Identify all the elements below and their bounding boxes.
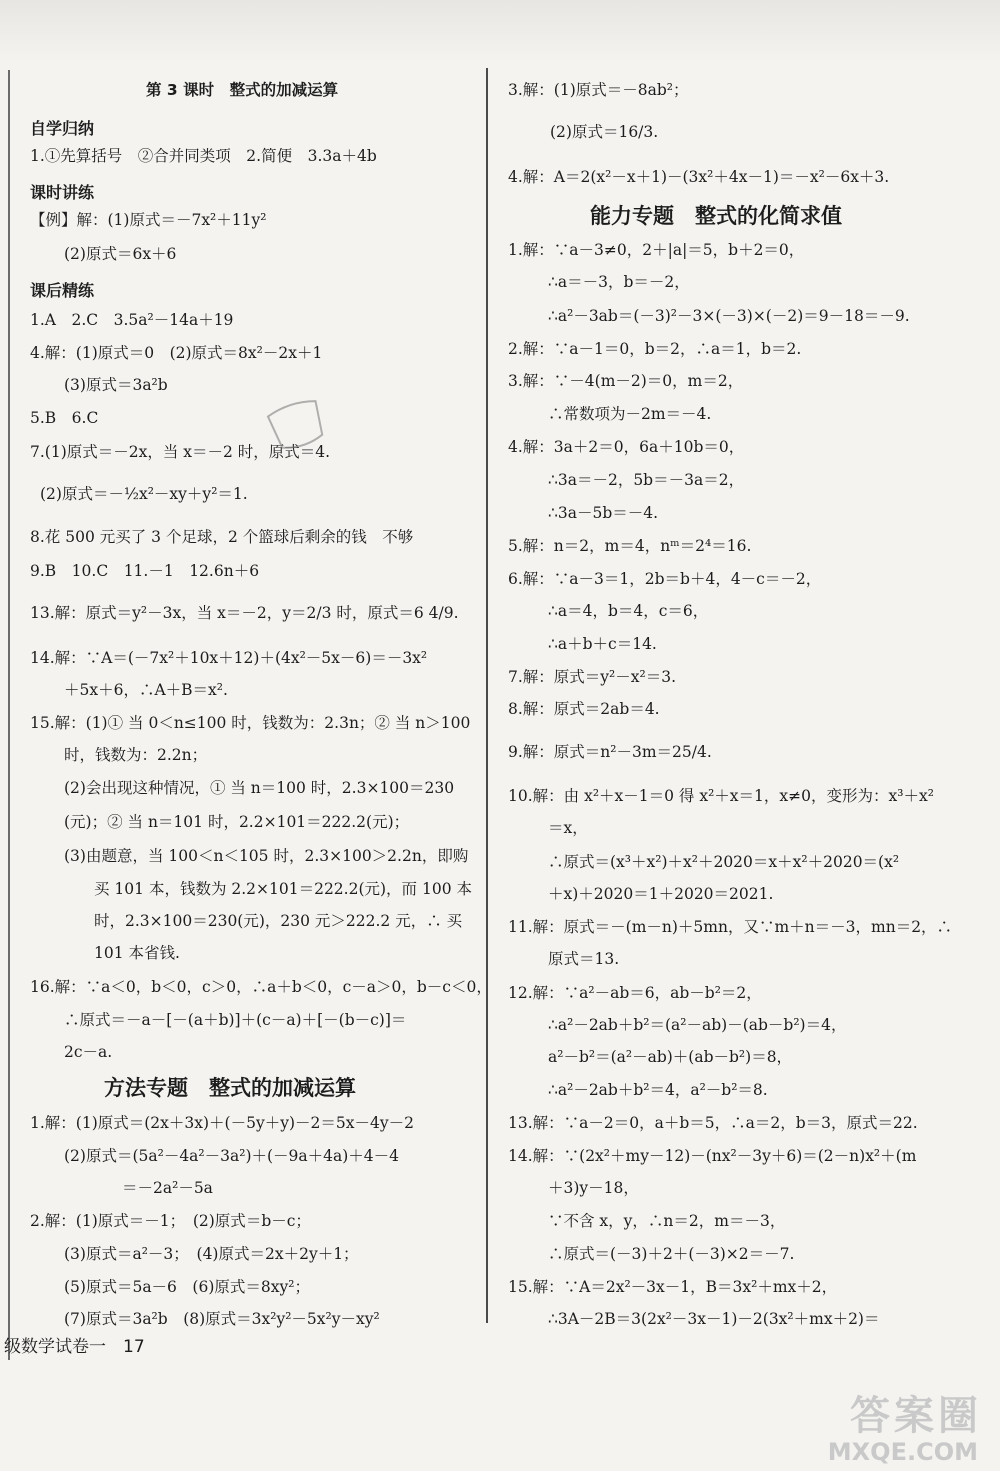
answer-line: 10.解：由 x²＋x－1＝0 得 x²＋x＝1，x≠0，变形为：x³＋x² bbox=[508, 787, 934, 805]
answer-line: 13.解：原式＝y²－3x，当 x＝－2，y＝2/3 时，原式＝6 4/9. bbox=[30, 604, 459, 622]
answer-line: 时，2.3×100＝230(元)，230 元＞222.2 元，∴ 买 bbox=[94, 912, 463, 930]
answer-line: 2.解：∵a－1＝0，b＝2，∴a＝1，b＝2. bbox=[508, 340, 802, 358]
answer-line: 4.解：A＝2(x²－x＋1)－(3x²＋4x－1)＝－x²－6x＋3. bbox=[508, 168, 890, 186]
answer-line: (2)原式＝16/3. bbox=[550, 123, 659, 141]
answer-line: 5.B 6.C bbox=[30, 409, 99, 427]
answer-line: ∴3A－2B＝3(2x²－3x－1)－2(3x²＋mx＋2)＝ bbox=[548, 1310, 880, 1328]
watermark-logo bbox=[792, 1384, 982, 1466]
answer-line: ∴a＋b＋c＝14. bbox=[548, 635, 657, 653]
answer-line: 4.解：(1)原式＝0 (2)原式＝8x²－2x＋1 bbox=[30, 344, 323, 362]
answer-line: 13.解：∵a－2＝0，a＋b＝5，∴a＝2，b＝3，原式＝22. bbox=[508, 1114, 918, 1132]
answer-line: 6.解：∵a－3＝1，2b＝b＋4，4－c＝－2， bbox=[508, 570, 822, 588]
answer-line: 8.解：原式＝2ab＝4. bbox=[508, 700, 660, 718]
ability-section-title: 能力专题 整式的化简求值 bbox=[590, 204, 842, 228]
answer-line: ∴原式＝(x³＋x²)＋x²＋2020＝x＋x²＋2020＝(x² bbox=[548, 853, 900, 871]
self-study-heading: 自学归纳 bbox=[30, 119, 95, 138]
answer-line: 4.解：3a＋2＝0，6a＋10b＝0， bbox=[508, 438, 745, 456]
lesson-title: 第 3 课时 整式的加减运算 bbox=[146, 81, 339, 99]
method-line: ＝－2a²－5a bbox=[122, 1179, 213, 1197]
answer-line: (3)原式＝3a²b bbox=[64, 376, 168, 394]
answer-line: 1.A 2.C 3.5a²－14a＋19 bbox=[30, 311, 234, 329]
answer-line: (元)；② 当 n＝101 时，2.2×101＝222.2(元)； bbox=[64, 813, 410, 831]
method-line: (3)原式＝a²－3； (4)原式＝2x＋2y＋1； bbox=[64, 1245, 359, 1263]
column-divider bbox=[486, 68, 488, 1323]
answer-line: 3.解：∵－4(m－2)＝0，m＝2， bbox=[508, 372, 744, 390]
answer-line: 9.解：原式＝n²－3m＝25/4. bbox=[508, 743, 712, 761]
method-section-title: 方法专题 整式的加减运算 bbox=[104, 1076, 356, 1100]
answer-line: 101 本省钱. bbox=[94, 944, 180, 962]
answer-line: ＋x)＋2020＝1＋2020＝2021. bbox=[548, 885, 774, 903]
answer-line: 15.解：(1)① 当 0＜n≤100 时，钱数为：2.3n；② 当 n＞100 bbox=[30, 714, 471, 732]
answer-line: 8.花 500 元买了 3 个足球，2 个篮球后剩余的钱 不够 bbox=[30, 528, 414, 546]
answer-line: 12.解：∵a²－ab＝6，ab－b²＝2， bbox=[508, 984, 762, 1002]
answer-line: (2)会出现这种情况，① 当 n＝100 时，2.3×100＝230 bbox=[64, 779, 455, 797]
scan-top-band bbox=[0, 0, 1000, 62]
practice-heading: 课后精练 bbox=[30, 281, 95, 300]
answer-line: ∴原式＝(－3)＋2＋(－3)×2＝－7. bbox=[548, 1245, 795, 1263]
answer-line: ∴原式＝－a－[－(a＋b)]＋(c－a)＋[－(b－c)]＝ bbox=[64, 1011, 407, 1029]
example-line: 【例】解：(1)原式＝－7x²＋11y² bbox=[30, 211, 267, 229]
lecture-heading: 课时讲练 bbox=[30, 183, 95, 202]
method-line: (5)原式＝5a－6 (6)原式＝8xy²； bbox=[64, 1278, 310, 1296]
method-line: 1.解：(1)原式＝(2x＋3x)＋(－5y＋y)－2＝5x－4y－2 bbox=[30, 1114, 414, 1132]
answer-line: 7.解：原式＝y²－x²＝3. bbox=[508, 668, 677, 686]
answer-line: 买 101 本，钱数为 2.2×101＝222.2(元)，而 100 本 bbox=[94, 880, 472, 898]
answer-line: ∴3a－5b＝－4. bbox=[548, 504, 659, 522]
answer-line: (3)由题意，当 100＜n＜105 时，2.3×100＞2.2n，即购 bbox=[64, 847, 469, 865]
answer-line: ∴a＝－3，b＝－2， bbox=[548, 273, 690, 291]
answer-line: (2)原式＝－½x²－xy＋y²＝1. bbox=[40, 485, 248, 503]
answer-line: ＋3)y－18， bbox=[548, 1179, 639, 1197]
answer-line: 15.解：∵A＝2x²－3x－1，B＝3x²＋mx＋2， bbox=[508, 1278, 838, 1296]
method-line: (2)原式＝(5a²－4a²－3a²)＋(－9a＋4a)＋4－4 bbox=[64, 1147, 400, 1165]
answer-line: 16.解：∵a＜0，b＜0，c＞0，∴a＋b＜0，c－a＞0，b－c＜0， bbox=[30, 978, 492, 996]
answer-line: ∴a＝4，b＝4，c＝6， bbox=[548, 602, 709, 620]
answer-line: 9.B 10.C 11.－1 12.6n＋6 bbox=[30, 562, 260, 580]
answer-line: ∴a²－2ab＋b²＝(a²－ab)－(ab－b²)＝4， bbox=[548, 1016, 847, 1034]
answer-line: ∴a²－3ab＝(－3)²－3×(－3)×(－2)＝9－18＝－9. bbox=[548, 307, 910, 325]
page-footer: 级数学试卷一 17 bbox=[4, 1337, 145, 1357]
method-line: (7)原式＝3a²b (8)原式＝3x²y²－5x²y－xy² bbox=[64, 1310, 380, 1328]
answer-line: ∵不含 x，y，∴n＝2，m＝－3， bbox=[548, 1212, 786, 1230]
answer-line: 1.解：∵a－3≠0，2＋|a|＝5，b＋2＝0， bbox=[508, 241, 805, 259]
answer-line: ∴常数项为－2m＝－4. bbox=[548, 405, 712, 423]
watermark-top-text: 答案圈 bbox=[850, 1393, 982, 1439]
answer-line: 3.解：(1)原式＝－8ab²； bbox=[508, 81, 689, 99]
watermark-bottom-text: MXQE.COM bbox=[827, 1438, 978, 1466]
answer-line: ＝x， bbox=[548, 819, 588, 837]
answer-line: ∴3a＝－2，5b＝－3a＝2， bbox=[548, 471, 745, 489]
answer-line: 7.(1)原式＝－2x，当 x＝－2 时，原式＝4. bbox=[30, 443, 331, 461]
answer-line: 14.解：∵A＝(－7x²＋10x＋12)＋(4x²－5x－6)＝－3x² bbox=[30, 649, 428, 667]
answer-line: 14.解：∵(2x²＋my－12)－(nx²－3y＋6)＝(2－n)x²＋(m bbox=[508, 1147, 917, 1165]
answer-line: ∴a²－2ab＋b²＝4，a²－b²＝8. bbox=[548, 1081, 768, 1099]
answer-line: 时，钱数为：2.2n； bbox=[64, 746, 208, 764]
answer-line: 11.解：原式＝－(m－n)＋5mn，又∵m＋n＝－3，mn＝2，∴ bbox=[508, 918, 953, 936]
example-line: (2)原式＝6x＋6 bbox=[64, 245, 177, 263]
page-spine-line bbox=[8, 70, 10, 1360]
self-study-line: 1.①先算括号 ②合并同类项 2.简便 3.3a＋4b bbox=[30, 147, 377, 165]
answer-line: 5.解：n＝2，m＝4，nᵐ＝2⁴＝16. bbox=[508, 537, 752, 555]
answer-line: a²－b²＝(a²－ab)＋(ab－b²)＝8， bbox=[548, 1048, 793, 1066]
answer-line: ＋5x＋6，∴A＋B＝x². bbox=[64, 681, 228, 699]
answer-line: 2c－a. bbox=[64, 1043, 113, 1061]
answer-line: 原式＝13. bbox=[548, 950, 620, 968]
method-line: 2.解：(1)原式＝－1； (2)原式＝b－c； bbox=[30, 1212, 311, 1230]
